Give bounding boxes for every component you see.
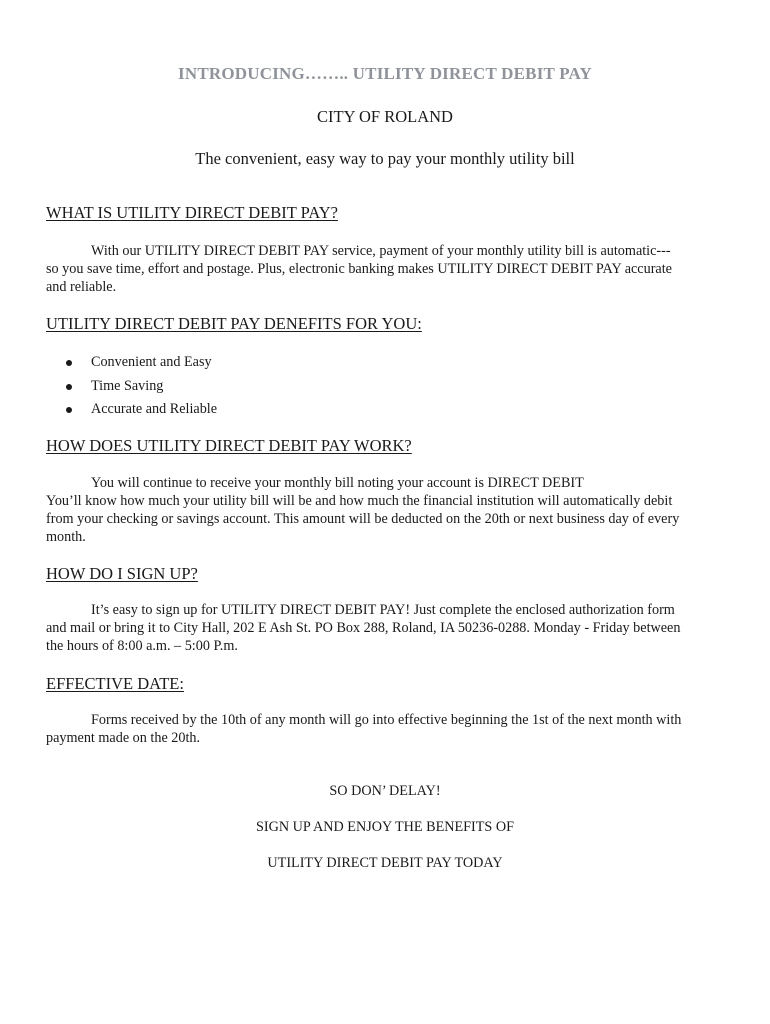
document-subtitle: CITY OF ROLAND (317, 107, 453, 126)
list-item (64, 351, 217, 375)
paragraph-line: payment made on the 20th. (46, 730, 201, 746)
closing-line-3: UTILITY DIRECT DEBIT PAY TODAY (267, 855, 503, 871)
paragraph-line: It’s easy to sign up for UTILITY DIRECT DEBIT PAY! Just complete the enclosed authorization form (91, 602, 675, 618)
bullet-icon (66, 360, 72, 366)
bullet-icon (66, 407, 72, 413)
paragraph-line: the hours of 8:00 a.m. – 5:00 P.m. (46, 638, 238, 654)
list-item-label: Convenient and Easy (91, 354, 212, 370)
list-item-label: Accurate and Reliable (91, 401, 218, 417)
paragraph-line: With our UTILITY DIRECT DEBIT PAY service, payment of your monthly utility bill is automatic--- (91, 243, 671, 259)
closing-line-2: SIGN UP AND ENJOY THE BENEFITS OF (255, 819, 515, 835)
benefits-list (64, 351, 217, 422)
paragraph-line: You’ll know how much your utility bill will be and how much the financial institution will automatically debit (46, 493, 673, 509)
bullet-icon (66, 384, 72, 390)
section-body-what (46, 242, 726, 296)
list-item (64, 375, 217, 399)
document-tagline: The convenient, easy way to pay your monthly utility bill (195, 149, 575, 168)
document-title: INTRODUCING…….. UTILITY DIRECT DEBIT PAY (178, 64, 592, 83)
section-heading-effective: EFFECTIVE DATE: (46, 674, 184, 693)
section-heading-how: HOW DOES UTILITY DIRECT DEBIT PAY WORK? (46, 436, 412, 455)
list-item (64, 398, 217, 422)
section-heading-benefits: UTILITY DIRECT DEBIT PAY DENEFITS FOR YOU: (46, 314, 422, 333)
section-heading-what: WHAT IS UTILITY DIRECT DEBIT PAY? (46, 203, 338, 222)
section-body-signup (46, 601, 726, 655)
paragraph-line: so you save time, effort and postage. Plus, electronic banking makes UTILITY DIRECT DEBIT PAY accurate (46, 261, 672, 277)
paragraph-line: month. (46, 529, 86, 545)
paragraph-line: and reliable. (46, 279, 117, 295)
paragraph-line: You will continue to receive your monthly bill noting your account is DIRECT DEBIT (91, 475, 584, 491)
section-body-effective (46, 711, 726, 747)
paragraph-line: from your checking or savings account. This amount will be deducted on the 20th or next business day of every (46, 511, 680, 527)
closing-line-1: SO DON’ DELAY! (329, 783, 441, 799)
paragraph-line: and mail or bring it to City Hall, 202 E Ash St. PO Box 288, Roland, IA 50236-0288. Monday - Friday between (46, 620, 681, 636)
list-item-label: Time Saving (91, 377, 164, 394)
paragraph-line: Forms received by the 10th of any month will go into effective beginning the 1st of the next month with (91, 712, 682, 728)
section-heading-signup: HOW DO I SIGN UP? (46, 564, 198, 583)
section-body-how (46, 474, 726, 546)
